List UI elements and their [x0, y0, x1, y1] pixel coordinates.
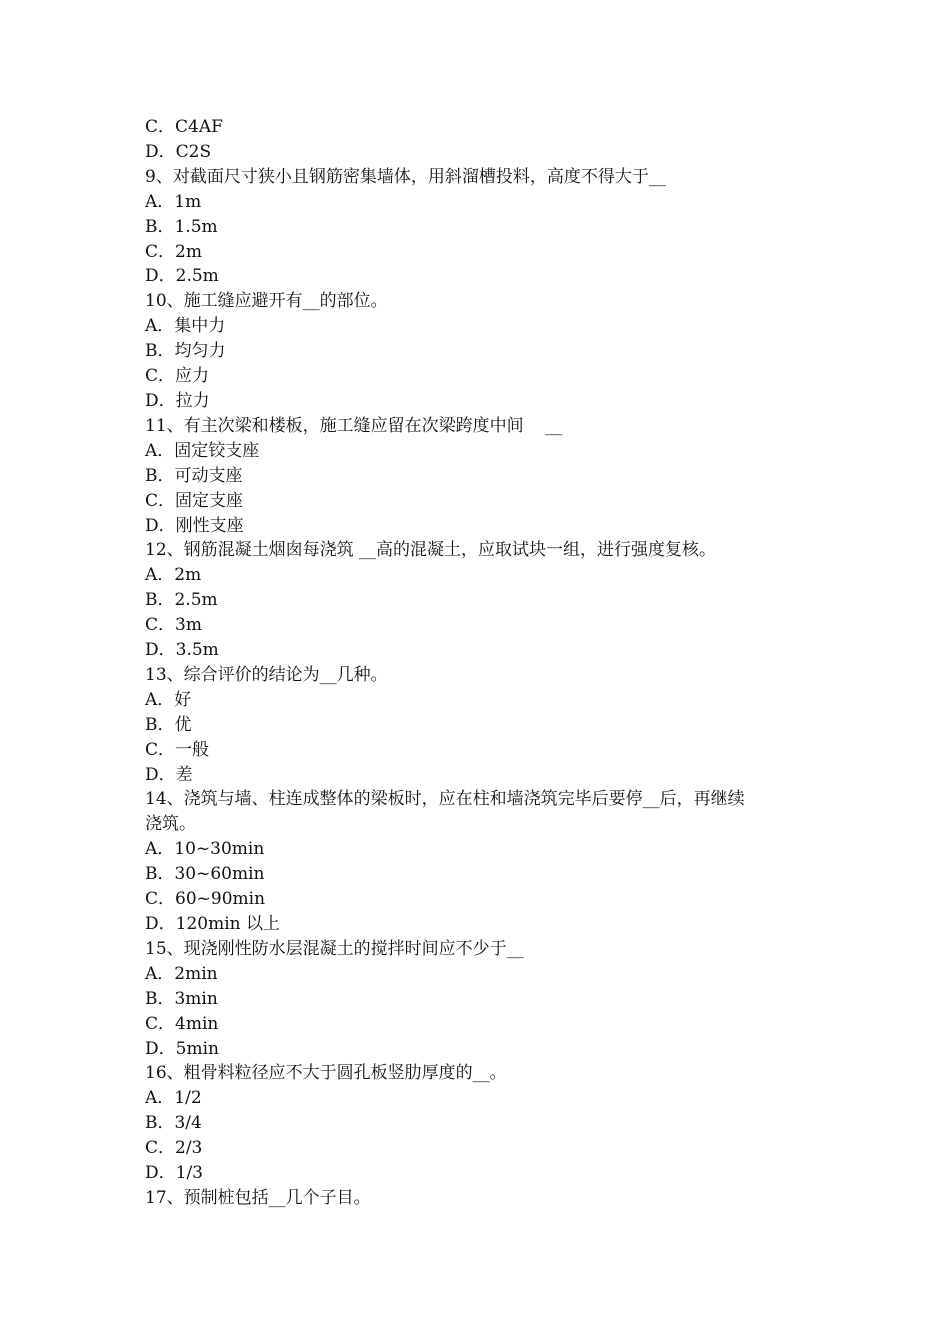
text-line: B．3min: [145, 988, 218, 1009]
text-line: D．C2S: [145, 141, 212, 162]
text-line: C．4min: [145, 1013, 219, 1034]
text-line: A．好: [145, 689, 192, 710]
text-line: D．5min: [145, 1038, 219, 1059]
text-line: 10、施工缝应避开有__的部位。: [145, 291, 388, 312]
text-line: B．3/4: [145, 1113, 202, 1134]
text-line: D．差: [145, 764, 193, 785]
text-line: D．120min 以上: [145, 914, 280, 934]
text-line: B．均匀力: [145, 341, 226, 362]
text-line: D．3.5m: [145, 640, 219, 661]
text-line: 13、综合评价的结论为__几种。: [145, 664, 388, 685]
text-line: B．1.5m: [145, 216, 218, 237]
text-line: 15、现浇刚性防水层混凝土的搅拌时间应不少于__: [145, 938, 524, 959]
text-line: A．1m: [145, 191, 202, 212]
text-line: B．优: [145, 714, 192, 735]
text-line: C．固定支座: [145, 490, 244, 511]
text-line: C．一般: [145, 739, 210, 760]
text-line: C．60~90min: [145, 889, 266, 910]
text-line: C．2m: [145, 241, 202, 262]
text-line: D．1/3: [145, 1163, 203, 1184]
text-line: 16、粗骨料粒径应不大于圆孔板竖肋厚度的__。: [145, 1063, 507, 1084]
text-line: C．C4AF: [145, 117, 223, 137]
text-line: 12、钢筋混凝土烟囱每浇筑 __高的混凝土，应取试块一组，进行强度复核。: [145, 540, 717, 561]
document-body: [145, 115, 825, 1211]
text-line: D．2.5m: [145, 266, 219, 287]
text-line: A．固定铰支座: [145, 440, 260, 461]
text-line: D．拉力: [145, 390, 210, 411]
text-line: C．应力: [145, 366, 210, 387]
text-line: 9、对截面尺寸狭小且钢筋密集墙体，用斜溜槽投料，高度不得大于__: [145, 166, 666, 187]
text-line: A．2min: [145, 963, 218, 984]
text-line: C．3m: [145, 615, 202, 636]
text-line: D．刚性支座: [145, 515, 244, 536]
text-line: C．2/3: [145, 1138, 203, 1159]
text-line: A．10~30min: [145, 839, 265, 860]
text-line: B．30~60min: [145, 864, 265, 885]
text-line: 17、预制桩包括__几个子目。: [145, 1187, 371, 1208]
text-line: A．1/2: [145, 1088, 202, 1109]
text-line: 14、浇筑与墙、柱连成整体的梁板时，应在柱和墙浇筑完毕后要停__后，再继续: [145, 789, 745, 810]
text-line: A．集中力: [145, 316, 226, 337]
text-line: B．2.5m: [145, 590, 218, 611]
text-line: A．2m: [145, 565, 202, 586]
text-line: 11、有主次梁和楼板，施工缝应留在次梁跨度中间 __: [145, 415, 563, 436]
text-line: B．可动支座: [145, 465, 243, 486]
text-line: 浇筑。: [145, 814, 196, 835]
